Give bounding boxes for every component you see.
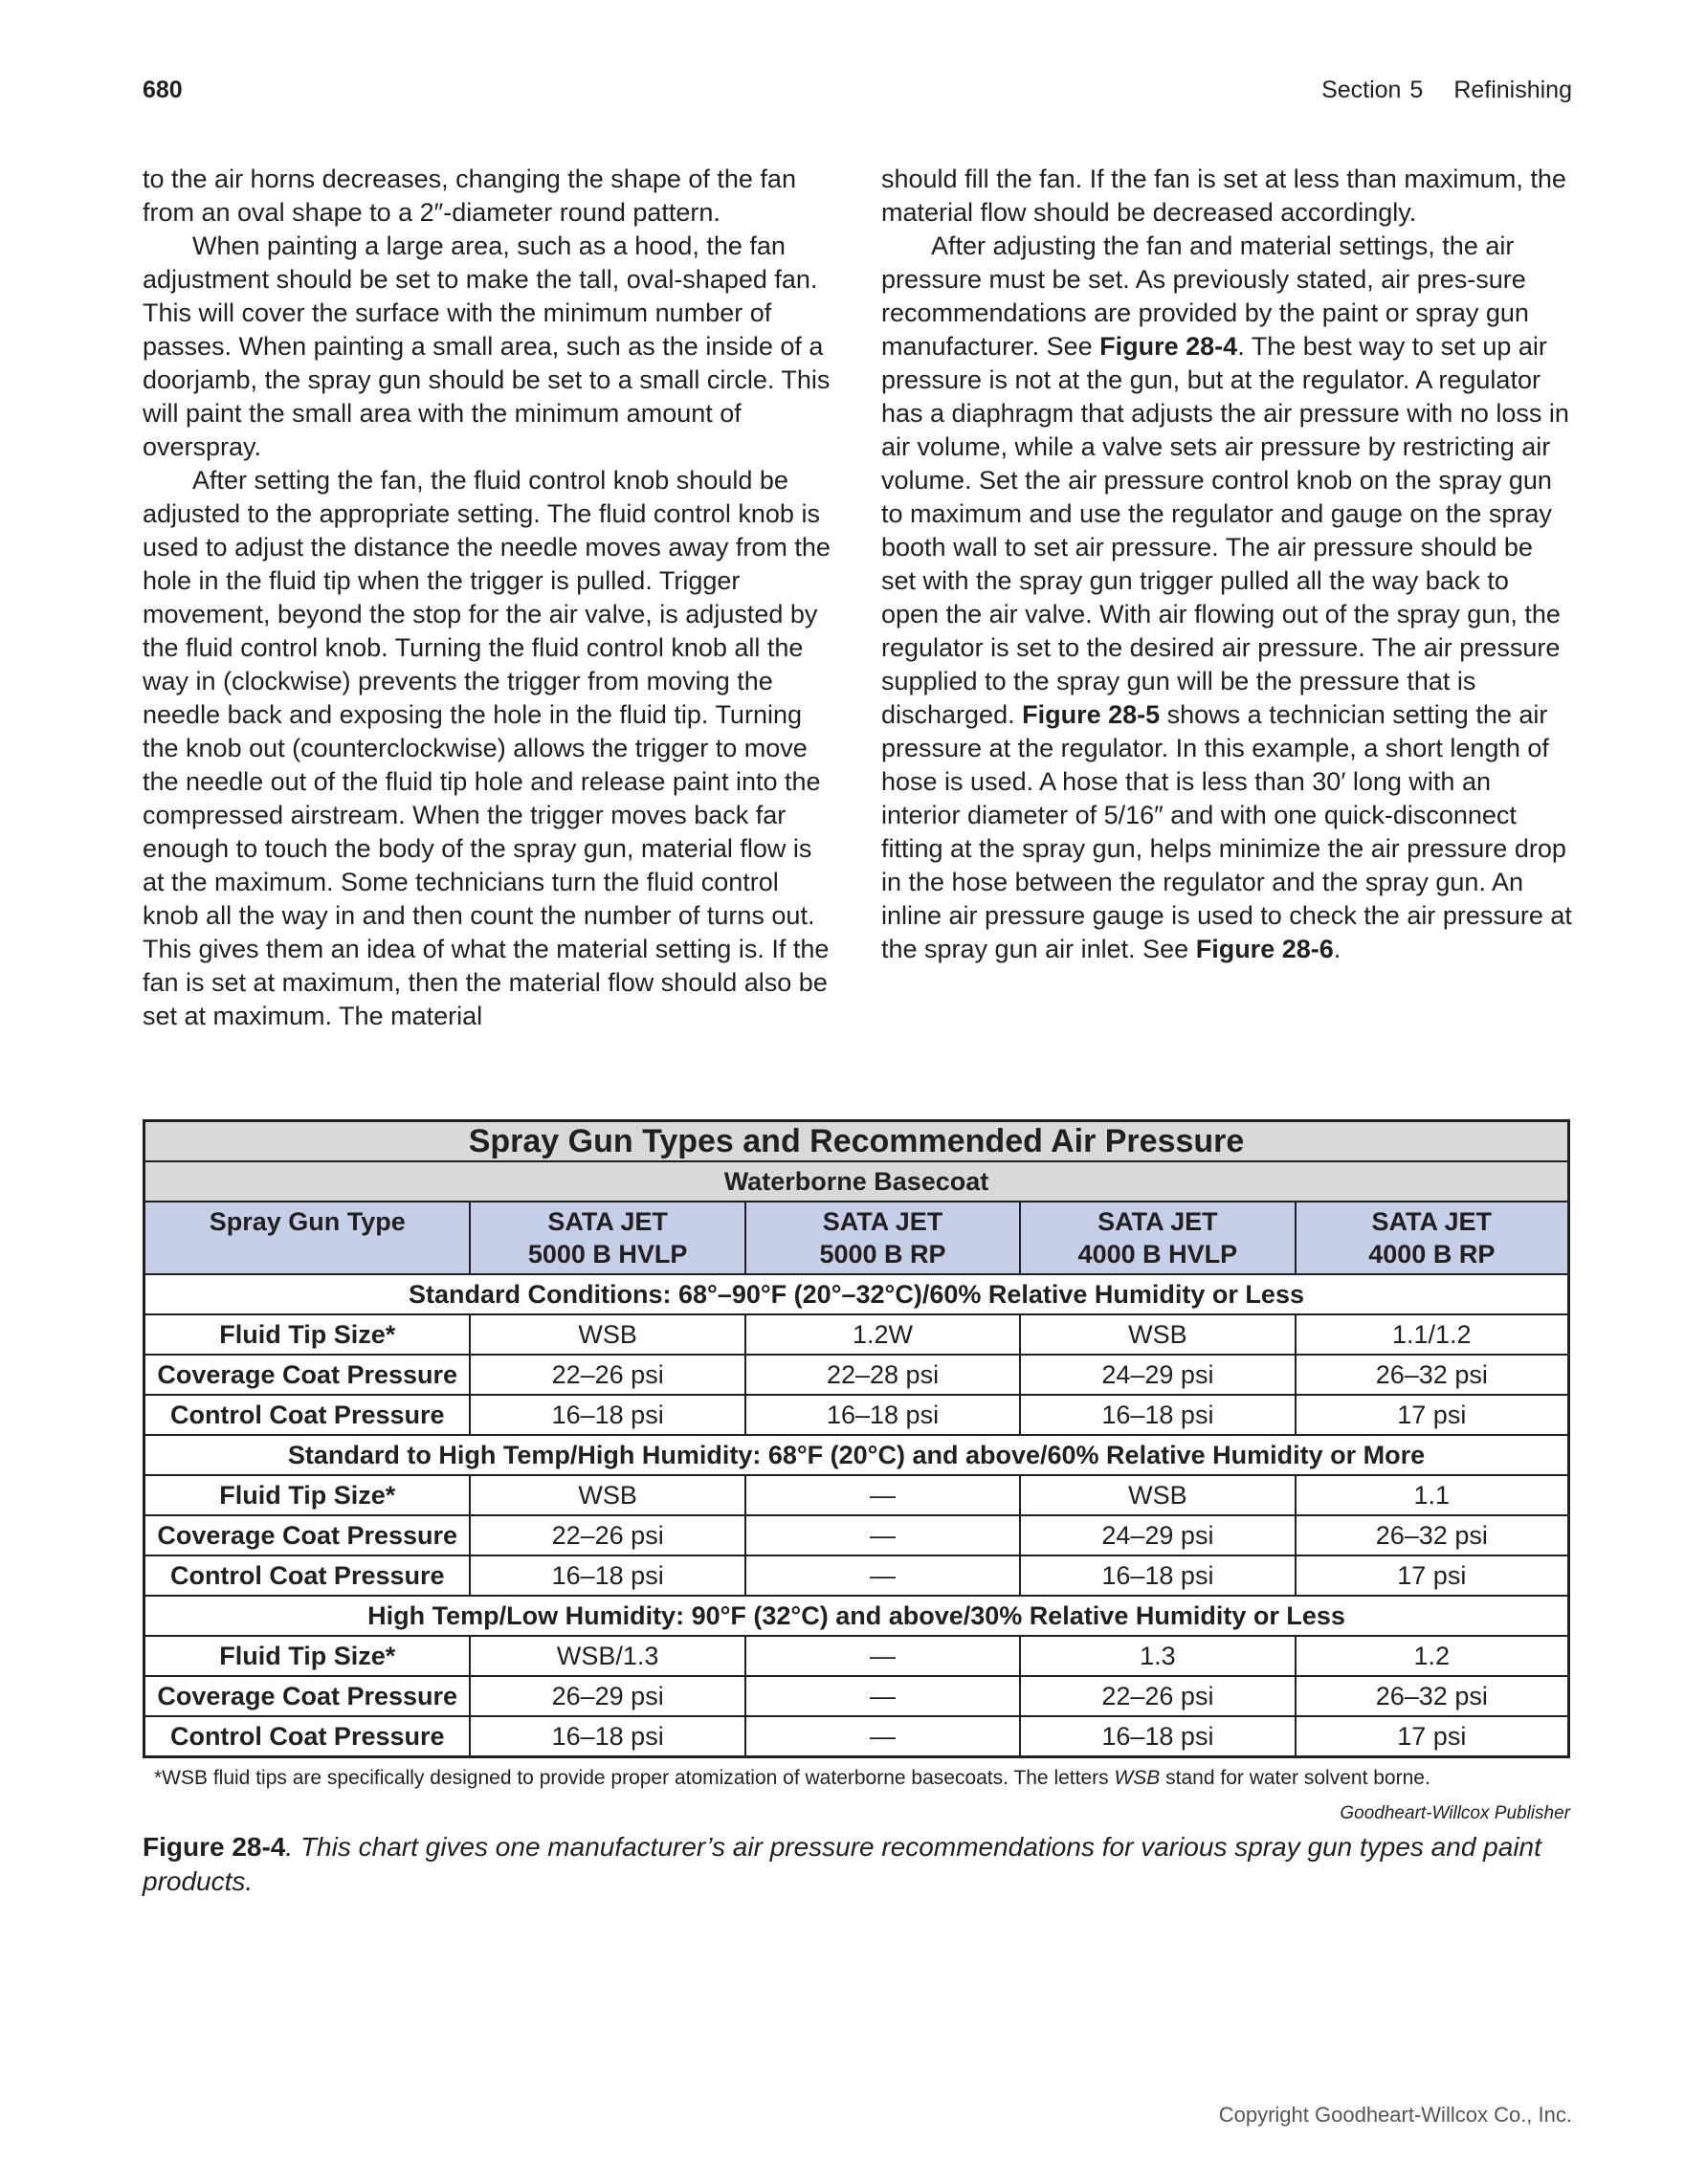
table-cell: 24–29 psi bbox=[1020, 1515, 1295, 1555]
running-head-section: Section 5 bbox=[1321, 77, 1424, 103]
table-cell: WSB bbox=[470, 1314, 744, 1355]
column-header-line: 5000 B RP bbox=[819, 1240, 946, 1268]
column-header-line: 4000 B RP bbox=[1368, 1240, 1496, 1268]
row-label: Coverage Coat Pressure bbox=[144, 1355, 471, 1395]
column-header bbox=[1020, 1202, 1295, 1274]
table-cell: 22–26 psi bbox=[470, 1355, 744, 1395]
table-row bbox=[144, 1515, 1569, 1555]
table-cell: — bbox=[745, 1555, 1020, 1596]
row-label: Fluid Tip Size* bbox=[144, 1636, 471, 1676]
caption-label: Figure 28-4 bbox=[143, 1832, 286, 1862]
table-cell: 16–18 psi bbox=[470, 1716, 744, 1757]
table-cell: WSB/1.3 bbox=[470, 1636, 744, 1676]
row-label: Coverage Coat Pressure bbox=[144, 1515, 471, 1555]
column-header-line: 5000 B HVLP bbox=[527, 1240, 688, 1268]
table-cell: 1.2 bbox=[1296, 1636, 1569, 1676]
text-run: . bbox=[1333, 935, 1341, 963]
condition-row bbox=[144, 1274, 1569, 1314]
text-run: *WSB fluid tips are specifically designed to provide proper atomization of waterborne basecoats. The letters bbox=[154, 1767, 1115, 1789]
figure-reference: Figure 28-5 bbox=[1022, 700, 1161, 729]
paragraph: After setting the fan, the fluid control knob should be adjusted to the appropriate setting. The fluid control knob is used to adjust the distance the needle moves away from the hole in the fluid tip when the trigger is pulled. Trigger movement, beyond the stop for the air valve, is adjusted by the fluid control knob. Turning the fluid control knob all the way in (clockwise) prevents the trigger from moving the needle back and exposing the hole in the fluid tip. Turning the knob out (counterclockwise) allows the trigger to move the needle out of the fluid tip hole and release paint into the compressed airstream. When the trigger moves back far enough to touch the body of the spray gun, material flow is at the maximum. Some technicians turn the fluid control knob all the way in and then count the number of turns out. This gives them an idea of what the material setting is. If the fan is set at maximum, then the material flow should also be set at maximum. The material bbox=[143, 466, 831, 1030]
table-cell: 22–26 psi bbox=[1020, 1676, 1295, 1716]
column-header bbox=[745, 1202, 1020, 1274]
text-run: shows a technician setting the air pressure at the regulator. In this example, a short length of hose is used. A hose that is less than 30′ long with an interior diameter of 5/16″ and with one quick-disconnect fitting at the spray gun, helps minimize the air pressure drop in the hose between the regulator and the spray gun. An inline air pressure gauge is used to check the air pressure at the spray gun air inlet. See bbox=[881, 700, 1572, 963]
table-cell: 26–29 psi bbox=[470, 1676, 744, 1716]
figure-credit: Goodheart-Willcox Publisher bbox=[1340, 1803, 1570, 1823]
table-row bbox=[144, 1395, 1569, 1435]
table-cell: 22–28 psi bbox=[745, 1355, 1020, 1395]
table-cell: — bbox=[745, 1475, 1020, 1515]
table-cell: 17 psi bbox=[1296, 1555, 1569, 1596]
paragraph: to the air horns decreases, changing the shape of the fan from an oval shape to a 2″-diameter round pattern. bbox=[143, 165, 796, 227]
row-label: Coverage Coat Pressure bbox=[144, 1676, 471, 1716]
table-row bbox=[144, 1314, 1569, 1355]
column-header-line: SATA JET bbox=[1097, 1207, 1218, 1236]
condition-label: Standard to High Temp/High Humidity: 68°F (20°C) and above/60% Relative Humidity or More bbox=[144, 1435, 1569, 1475]
condition-label: Standard Conditions: 68°–90°F (20°–32°C)/60% Relative Humidity or Less bbox=[144, 1274, 1569, 1314]
table-cell: 17 psi bbox=[1296, 1395, 1569, 1435]
column-header bbox=[470, 1202, 744, 1274]
table-cell: 1.2W bbox=[745, 1314, 1020, 1355]
row-label: Control Coat Pressure bbox=[144, 1555, 471, 1596]
table-cell: 24–29 psi bbox=[1020, 1355, 1295, 1395]
table-cell: 22–26 psi bbox=[470, 1515, 744, 1555]
column-header-line: SATA JET bbox=[547, 1207, 668, 1236]
table-cell: 26–32 psi bbox=[1296, 1676, 1569, 1716]
table-cell: 1.1 bbox=[1296, 1475, 1569, 1515]
table-subtitle: Waterborne Basecoat bbox=[144, 1161, 1569, 1202]
paragraph bbox=[881, 230, 1572, 966]
column-header-line: SATA JET bbox=[1371, 1207, 1493, 1236]
table-cell: — bbox=[745, 1716, 1020, 1757]
table-row bbox=[144, 1716, 1569, 1757]
row-label: Control Coat Pressure bbox=[144, 1395, 471, 1435]
caption-text: . This chart gives one manufacturer’s air pressure recommendations for various spray gun types and paint products. bbox=[143, 1832, 1541, 1896]
table-cell: 16–18 psi bbox=[470, 1555, 744, 1596]
running-head bbox=[1321, 77, 1572, 104]
text-run: WSB bbox=[1114, 1767, 1161, 1789]
table-row bbox=[144, 1636, 1569, 1676]
table-cell: 1.3 bbox=[1020, 1636, 1295, 1676]
condition-row bbox=[144, 1596, 1569, 1636]
table-cell: WSB bbox=[1020, 1314, 1295, 1355]
table-cell: WSB bbox=[1020, 1475, 1295, 1515]
table-cell: 1.1/1.2 bbox=[1296, 1314, 1569, 1355]
condition-row bbox=[144, 1435, 1569, 1475]
row-label: Fluid Tip Size* bbox=[144, 1475, 471, 1515]
column-header-line: 4000 B HVLP bbox=[1077, 1240, 1238, 1268]
table-row bbox=[144, 1676, 1569, 1716]
figure-reference: Figure 28-4 bbox=[1099, 332, 1238, 361]
spray-gun-table bbox=[143, 1119, 1570, 1758]
running-head-chapter: Refinishing bbox=[1453, 77, 1572, 103]
table-row bbox=[144, 1555, 1569, 1596]
text-run: stand for water solvent borne. bbox=[1160, 1767, 1430, 1789]
table-title: Spray Gun Types and Recommended Air Pressure bbox=[144, 1121, 1569, 1162]
figure-reference: Figure 28-6 bbox=[1195, 935, 1334, 963]
column-header bbox=[1296, 1202, 1569, 1274]
column-header-line: SATA JET bbox=[822, 1207, 943, 1236]
table-cell: 17 psi bbox=[1296, 1716, 1569, 1757]
right-text-column bbox=[881, 163, 1572, 966]
left-text-column bbox=[143, 163, 833, 1033]
table-cell: 26–32 psi bbox=[1296, 1515, 1569, 1555]
copyright: Copyright Goodheart-Willcox Co., Inc. bbox=[1218, 2103, 1572, 2127]
table-cell: 16–18 psi bbox=[1020, 1395, 1295, 1435]
table-cell: 16–18 psi bbox=[470, 1395, 744, 1435]
text-run: . The best way to set up air pressure is not at the gun, but at the regulator. A regulator has a diaphragm that adjusts the air pressure with no loss in air volume, while a valve sets air pressure by restricting air volume. Set the air pressure control knob on the spray gun to maximum and use the regulator and gauge on the spray booth wall to set air pressure. The air pressure should be set with the spray gun trigger pulled all the way back to open the air valve. With air flowing out of the spray gun, the regulator is set to the desired air pressure. The air pressure supplied to the spray gun will be the pressure that is discharged. bbox=[881, 332, 1569, 729]
row-label: Fluid Tip Size* bbox=[144, 1314, 471, 1355]
table-cell: 16–18 psi bbox=[1020, 1716, 1295, 1757]
table-cell: — bbox=[745, 1676, 1020, 1716]
condition-label: High Temp/Low Humidity: 90°F (32°C) and above/30% Relative Humidity or Less bbox=[144, 1596, 1569, 1636]
table-cell: 26–32 psi bbox=[1296, 1355, 1569, 1395]
table-cell: — bbox=[745, 1636, 1020, 1676]
table-cell: 16–18 psi bbox=[1020, 1555, 1295, 1596]
figure-table bbox=[143, 1119, 1570, 1899]
paragraph: When painting a large area, such as a hood, the fan adjustment should be set to make the tall, oval-shaped fan. This will cover the surface with the minimum number of passes. When painting a small area, such as the inside of a doorjamb, the spray gun should be set to a small circle. This will paint the small area with the minimum amount of overspray. bbox=[143, 232, 831, 461]
table-cell: WSB bbox=[470, 1475, 744, 1515]
table-row bbox=[144, 1475, 1569, 1515]
table-cell: — bbox=[745, 1515, 1020, 1555]
table-footnote bbox=[154, 1764, 1570, 1792]
text-run: After adjusting the fan and material settings, the air pressure must be set. As previously stated, air pres-sure recommendations are provided by the paint or spray gun manufacturer. See bbox=[881, 232, 1529, 361]
figure-caption bbox=[143, 1830, 1570, 1899]
row-header-label: Spray Gun Type bbox=[144, 1202, 471, 1274]
table-row bbox=[144, 1355, 1569, 1395]
table-cell: 16–18 psi bbox=[745, 1395, 1020, 1435]
page-number: 680 bbox=[143, 77, 183, 103]
row-label: Control Coat Pressure bbox=[144, 1716, 471, 1757]
paragraph: should fill the fan. If the fan is set at less than maximum, the material flow should be decreased accordingly. bbox=[881, 165, 1566, 227]
